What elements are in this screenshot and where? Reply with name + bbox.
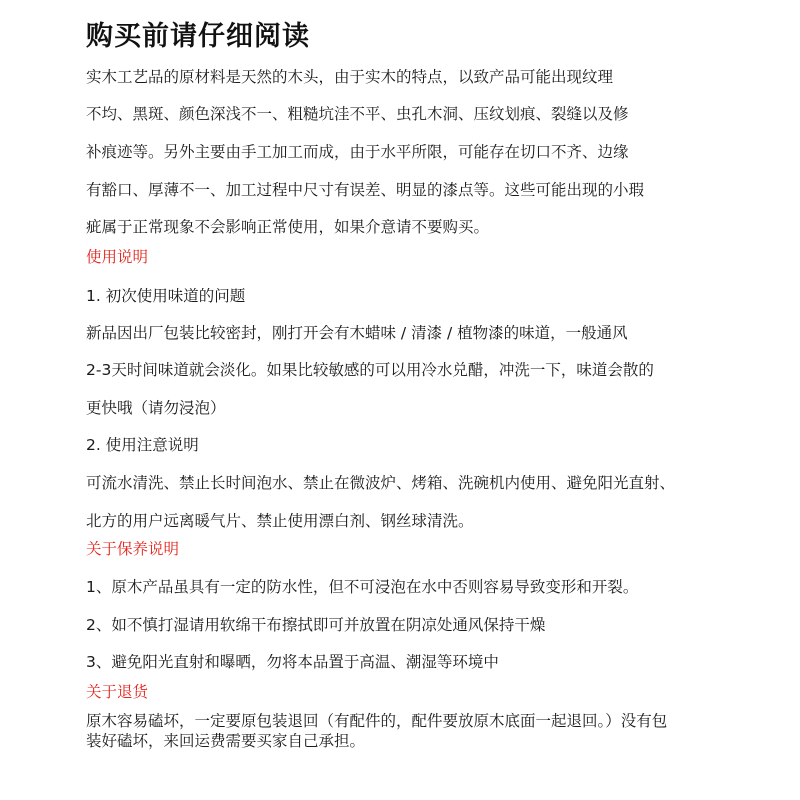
care-heading: 关于保养说明: [86, 540, 180, 558]
intro-line: 不均、黑斑、颜色深浅不一、粗糙坑洼不平、虫孔木洞、压纹划痕、裂缝以及修: [86, 105, 629, 123]
usage-line: 新品因出厂包装比较密封，刚打开会有木蜡味 / 清漆 / 植物漆的味道，一般通风: [86, 324, 628, 342]
returns-line: 装好磕坏，来回运费需要买家自己承担。: [86, 732, 366, 750]
care-line: 3、避免阳光直射和曝晒，勿将本品置于高温、潮湿等环境中: [86, 653, 499, 671]
usage-line: 1. 初次使用味道的问题: [86, 287, 246, 305]
returns-line: 原木容易磕坏，一定要原包装退回（有配件的，配件要放原木底面一起退回。）没有包: [86, 712, 668, 730]
intro-line: 实木工艺品的原材料是天然的木头，由于实木的特点，以致产品可能出现纹理: [86, 68, 614, 86]
intro-line: 疵属于正常现象不会影响正常使用，如果介意请不要购买。: [86, 218, 490, 236]
usage-line: 2-3天时间味道就会淡化。如果比较敏感的可以用冷水兑醋，冲洗一下，味道会散的: [86, 361, 654, 379]
care-line: 2、如不慎打湿请用软绵干布擦拭即可并放置在阴凉处通风保持干燥: [86, 616, 546, 634]
care-line: 1、原木产品虽具有一定的防水性，但不可浸泡在水中否则容易导致变形和开裂。: [86, 578, 639, 596]
usage-line: 2. 使用注意说明: [86, 436, 199, 454]
page-title: 购买前请仔细阅读: [86, 21, 310, 52]
intro-line: 补痕迹等。另外主要由手工加工而成，由于水平所限，可能存在切口不齐、边缘: [86, 143, 629, 161]
returns-heading: 关于退货: [86, 683, 149, 701]
usage-heading: 使用说明: [86, 248, 149, 266]
intro-line: 有豁口、厚薄不一、加工过程中尺寸有误差、明显的漆点等。这些可能出现的小瑕: [86, 181, 645, 199]
usage-line: 更快哦（请勿浸泡）: [86, 399, 226, 417]
usage-line: 北方的用户远离暖气片、禁止使用漂白剂、钢丝球清洗。: [86, 512, 474, 530]
usage-line: 可流水清洗、禁止长时间泡水、禁止在微波炉、烤箱、洗碗机内使用、避免阳光直射、: [86, 474, 676, 492]
